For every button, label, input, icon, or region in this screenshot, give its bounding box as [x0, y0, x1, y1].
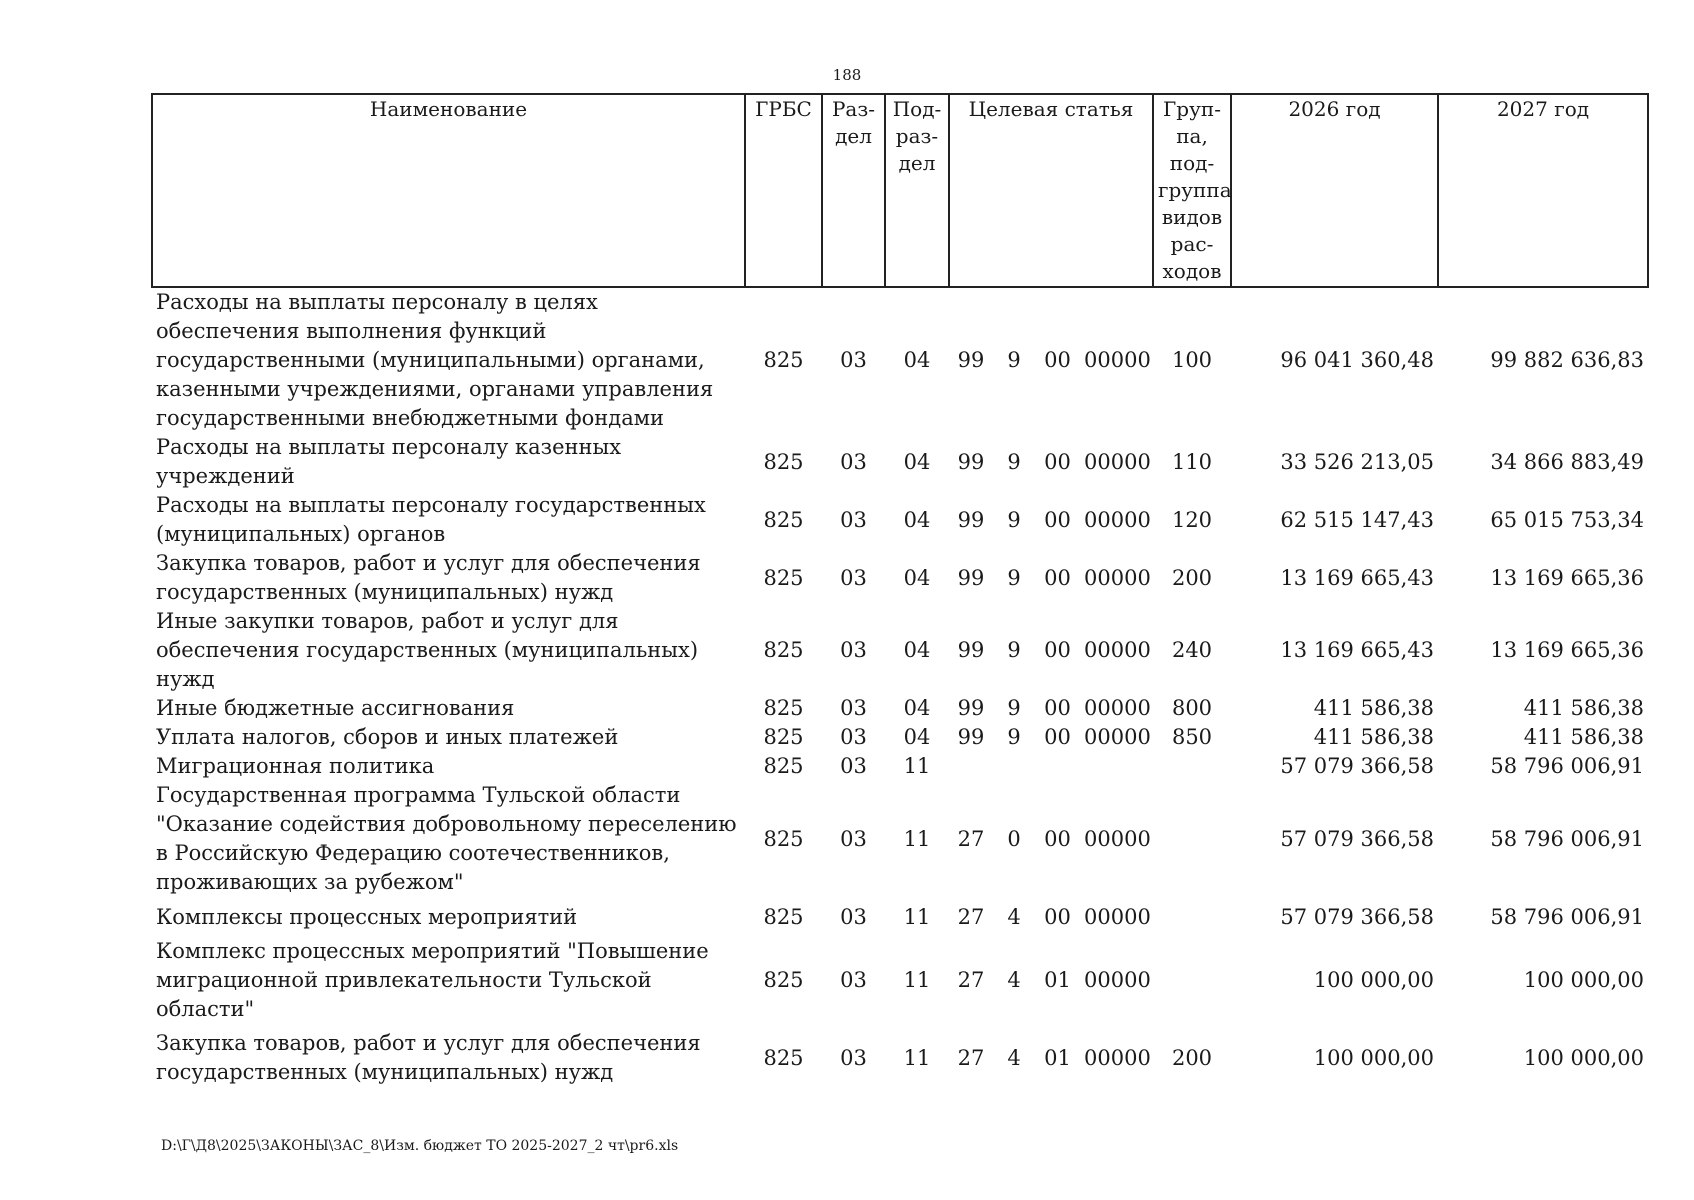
- row-podrazdel: 11: [903, 1045, 931, 1070]
- table-row: [152, 694, 1648, 723]
- row-name: Иные закупки товаров, работ и услуг для обеспечения государственных (муниципальных) нужд: [156, 609, 699, 691]
- row-amount-2026: 96 041 360,48: [1280, 348, 1434, 372]
- header-target-article: Целевая статья: [949, 94, 1153, 287]
- row-amount-2026: 57 079 366,58: [1280, 826, 1434, 851]
- row-podrazdel: 04: [903, 565, 931, 590]
- row-target-2: 9: [1007, 507, 1021, 532]
- row-grbs: 825: [763, 696, 804, 720]
- row-name: Уплата налогов, сборов и иных платежей: [156, 725, 619, 749]
- row-expense-group: [1153, 752, 1231, 781]
- row-expense-group: [1153, 897, 1231, 937]
- table-row: [152, 491, 1648, 549]
- row-target-1: [949, 752, 993, 781]
- row-target-1: 99: [957, 696, 985, 720]
- row-target-2: 9: [1007, 565, 1021, 590]
- row-razdel: 03: [840, 725, 867, 749]
- row-grbs: 825: [763, 348, 804, 372]
- row-amount-2027: 13 169 665,36: [1490, 565, 1644, 590]
- table-row: [152, 549, 1648, 607]
- row-amount-2026: 57 079 366,58: [1280, 754, 1434, 778]
- row-razdel: 03: [840, 696, 867, 720]
- row-target-1: 27: [957, 904, 985, 929]
- row-razdel: 03: [840, 565, 867, 590]
- row-target-1: 99: [957, 449, 985, 474]
- row-name: Иные бюджетные ассигнования: [156, 696, 515, 720]
- row-target-3: 01: [1044, 968, 1071, 992]
- row-name: Расходы на выплаты персоналу государственных (муниципальных) органов: [156, 493, 706, 546]
- row-target-3: 00: [1044, 904, 1071, 929]
- row-expense-group: 100: [1171, 348, 1213, 372]
- row-target-4: 00000: [1084, 696, 1151, 720]
- row-grbs: 825: [763, 968, 804, 992]
- row-target-3: 00: [1044, 638, 1071, 662]
- row-grbs: 825: [763, 725, 804, 749]
- row-razdel: 03: [840, 968, 867, 992]
- row-grbs: 825: [763, 904, 804, 929]
- row-expense-group: [1153, 937, 1231, 1024]
- row-amount-2027: 58 796 006,91: [1490, 754, 1644, 778]
- row-target-3: 00: [1044, 507, 1071, 532]
- row-razdel: 03: [840, 754, 867, 778]
- table-row: [152, 287, 1648, 433]
- row-amount-2026: 100 000,00: [1313, 1045, 1434, 1070]
- row-target-3: 01: [1044, 1045, 1071, 1070]
- row-target-2: 4: [1007, 968, 1021, 992]
- header-expense-group: Груп- па, под- группа видов рас- ходов: [1153, 94, 1231, 287]
- row-amount-2026: 13 169 665,43: [1280, 638, 1434, 662]
- budget-table: [151, 93, 1649, 1092]
- row-podrazdel: 04: [903, 638, 931, 662]
- row-razdel: 03: [840, 507, 867, 532]
- row-name: Расходы на выплаты персоналу казенных учреждений: [156, 435, 622, 488]
- row-amount-2027: 65 015 753,34: [1490, 507, 1644, 532]
- row-target-3: 00: [1044, 449, 1071, 474]
- row-target-4: 00000: [1084, 507, 1151, 532]
- row-podrazdel: 04: [903, 449, 931, 474]
- table-row: [152, 1024, 1648, 1092]
- row-razdel: 03: [840, 638, 867, 662]
- table-row: [152, 433, 1648, 491]
- row-target-1: 99: [957, 638, 985, 662]
- row-target-3: 00: [1044, 725, 1071, 749]
- table-row: [152, 752, 1648, 781]
- row-podrazdel: 11: [903, 826, 931, 851]
- row-target-1: 99: [957, 507, 985, 532]
- row-name: Государственная программа Тульской области "Оказание содействия добровольному переселению в Российскую Федерацию соотечественников, проживающих за рубежом": [156, 783, 737, 894]
- row-amount-2027: 58 796 006,91: [1490, 826, 1644, 851]
- row-expense-group: 850: [1171, 725, 1213, 749]
- row-name: Комплексы процессных мероприятий: [156, 904, 578, 929]
- row-target-3: 00: [1044, 565, 1071, 590]
- table-row: [152, 723, 1648, 752]
- row-target-4: 00000: [1084, 638, 1151, 662]
- table-row: [152, 781, 1648, 897]
- row-grbs: 825: [763, 449, 804, 474]
- header-2026: 2026 год: [1231, 94, 1438, 287]
- row-amount-2026: 57 079 366,58: [1280, 904, 1434, 929]
- row-amount-2027: 99 882 636,83: [1490, 348, 1644, 372]
- row-grbs: 825: [763, 1045, 804, 1070]
- table-row: [152, 937, 1648, 1024]
- row-grbs: 825: [763, 507, 804, 532]
- table-row: [152, 897, 1648, 937]
- row-amount-2026: 411 586,38: [1313, 725, 1434, 749]
- row-target-2: 9: [1007, 449, 1021, 474]
- row-amount-2026: 411 586,38: [1313, 696, 1434, 720]
- row-target-1: 99: [957, 348, 985, 372]
- row-podrazdel: 04: [903, 725, 931, 749]
- row-target-1: 27: [957, 1045, 985, 1070]
- row-amount-2026: 13 169 665,43: [1280, 565, 1434, 590]
- row-name: Закупка товаров, работ и услуг для обеспечения государственных (муниципальных) нужд: [156, 551, 701, 604]
- row-razdel: 03: [840, 348, 867, 372]
- row-amount-2027: 34 866 883,49: [1490, 449, 1644, 474]
- row-grbs: 825: [763, 826, 804, 851]
- row-podrazdel: 11: [903, 754, 931, 778]
- row-amount-2026: 62 515 147,43: [1280, 507, 1434, 532]
- row-podrazdel: 04: [903, 348, 931, 372]
- row-razdel: 03: [840, 826, 867, 851]
- row-amount-2027: 100 000,00: [1523, 968, 1644, 992]
- row-target-2: 9: [1007, 638, 1021, 662]
- row-name: Закупка товаров, работ и услуг для обеспечения государственных (муниципальных) нужд: [156, 1031, 701, 1084]
- row-amount-2027: 411 586,38: [1523, 696, 1644, 720]
- row-expense-group: 120: [1171, 507, 1213, 532]
- header-podrazdel: Под- раз- дел: [885, 94, 949, 287]
- row-target-2: 4: [1007, 1045, 1021, 1070]
- row-target-4: 00000: [1084, 826, 1151, 851]
- row-target-4: 00000: [1084, 904, 1151, 929]
- row-target-2: 9: [1007, 696, 1021, 720]
- row-target-4: 00000: [1084, 449, 1151, 474]
- table-row: [152, 607, 1648, 694]
- row-target-1: 99: [957, 725, 985, 749]
- header-2027: 2027 год: [1438, 94, 1648, 287]
- row-target-4: [1080, 752, 1153, 781]
- row-target-2: [993, 752, 1035, 781]
- row-razdel: 03: [840, 1045, 867, 1070]
- row-razdel: 03: [840, 904, 867, 929]
- row-target-3: 00: [1044, 826, 1071, 851]
- row-target-4: 00000: [1084, 565, 1151, 590]
- header-grbs: ГРБС: [745, 94, 822, 287]
- row-name: Миграционная политика: [156, 754, 435, 778]
- row-target-2: 0: [1007, 826, 1021, 851]
- row-expense-group: 110: [1171, 449, 1213, 474]
- page-number: 188: [832, 66, 862, 84]
- row-target-1: 27: [957, 826, 985, 851]
- row-expense-group: 200: [1171, 565, 1213, 590]
- row-target-3: 00: [1044, 348, 1071, 372]
- header-razdel: Раз- дел: [822, 94, 885, 287]
- row-podrazdel: 04: [903, 507, 931, 532]
- row-razdel: 03: [840, 449, 867, 474]
- row-expense-group: [1153, 781, 1231, 897]
- file-path-footer: D:\Г\Д8\2025\ЗАКОНЫ\ЗАС_8\Изм. бюджет ТО 2025-2027_2 чт\pr6.xls: [161, 1138, 679, 1154]
- row-grbs: 825: [763, 638, 804, 662]
- row-expense-group: 240: [1171, 638, 1213, 662]
- header-row: [152, 94, 1648, 287]
- row-name: Расходы на выплаты персоналу в целях обеспечения выполнения функций государственными (муниципальными) органами, казенными учреждениями, органами управления государственными внебюджетными фондами: [156, 290, 714, 430]
- row-podrazdel: 11: [903, 904, 931, 929]
- row-target-4: 00000: [1084, 348, 1151, 372]
- row-podrazdel: 04: [903, 696, 931, 720]
- row-amount-2026: 100 000,00: [1313, 968, 1434, 992]
- row-amount-2026: 33 526 213,05: [1280, 449, 1434, 474]
- row-amount-2027: 411 586,38: [1523, 725, 1644, 749]
- row-target-3: 00: [1044, 696, 1071, 720]
- row-amount-2027: 13 169 665,36: [1490, 638, 1644, 662]
- row-target-4: 00000: [1084, 1045, 1151, 1070]
- row-grbs: 825: [763, 565, 804, 590]
- row-target-2: 9: [1007, 348, 1021, 372]
- row-podrazdel: 11: [903, 968, 931, 992]
- row-expense-group: 800: [1171, 696, 1213, 720]
- row-target-1: 27: [957, 968, 985, 992]
- row-amount-2027: 58 796 006,91: [1490, 904, 1644, 929]
- row-grbs: 825: [763, 754, 804, 778]
- row-name: Комплекс процессных мероприятий "Повышение миграционной привлекательности Тульской области": [156, 939, 709, 1021]
- row-expense-group: 200: [1171, 1045, 1213, 1070]
- row-target-4: 00000: [1084, 725, 1151, 749]
- row-target-2: 4: [1007, 904, 1021, 929]
- row-target-4: 00000: [1084, 968, 1151, 992]
- row-target-1: 99: [957, 565, 985, 590]
- row-target-2: 9: [1007, 725, 1021, 749]
- row-amount-2027: 100 000,00: [1523, 1045, 1644, 1070]
- header-name: Наименование: [152, 94, 745, 287]
- row-target-3: [1035, 752, 1080, 781]
